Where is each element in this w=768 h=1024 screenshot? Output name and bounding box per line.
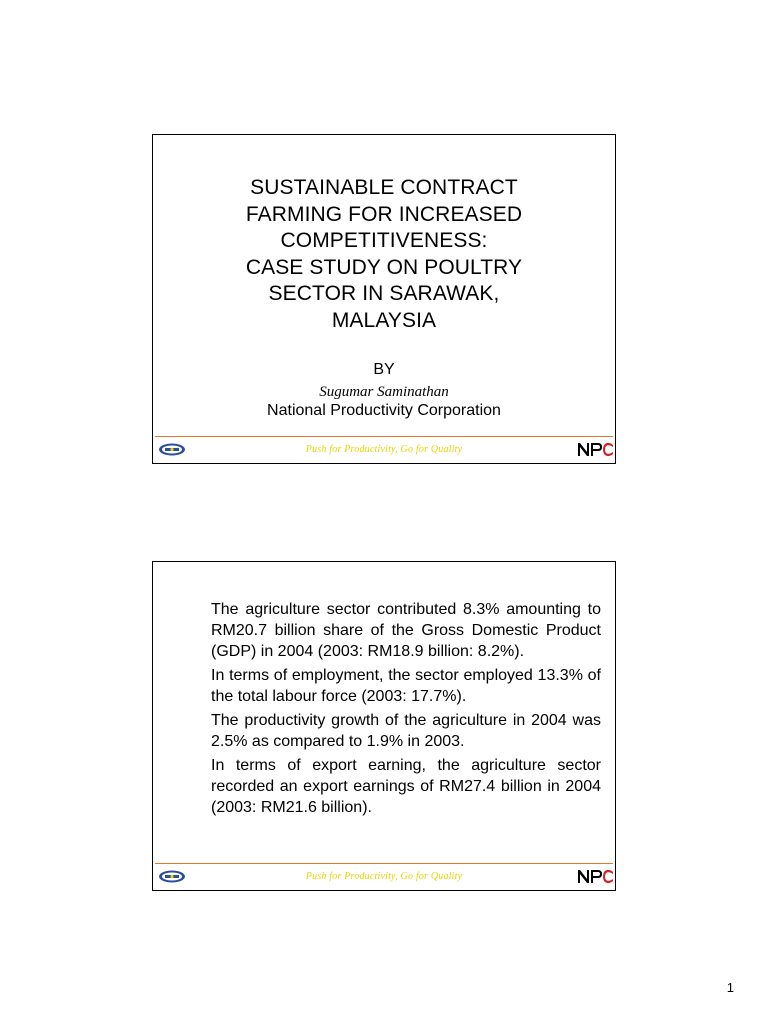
title-line: COMPETITIVENESS: [280,229,488,252]
page-number: 1 [726,980,734,995]
list-item: The agriculture sector contributed 8.3% amounting to RM20.7 billion share of the Gross Domestic Product (GDP) in 2004 (2003: RM18.9 billion: 8.2%). [211,601,601,660]
slide-footer [153,436,615,463]
list-item: In terms of export earning, the agriculture sector recorded an export earnings of RM27.4 billion in 2004 (2003: RM21.6 billion). [211,757,601,816]
by-label: BY [373,361,395,378]
footer-divider [155,863,613,864]
footer-slogan: Push for Productivity, Go for Quality [305,444,463,455]
title-line: SECTOR IN SARAWAK, [268,282,500,305]
npc-logo-icon [576,868,614,885]
footer-slogan: Push for Productivity, Go for Quality [305,871,463,882]
npc-logo-icon [576,441,614,458]
title-line: MALAYSIA [331,308,437,332]
author-name: Sugumar Saminathan [319,384,449,400]
slide-footer [153,863,615,890]
bullet-list [211,599,601,821]
footer-divider [155,436,613,437]
title-line: FARMING FOR INCREASED [245,202,523,226]
slide-title [152,134,616,464]
slide-title-heading [153,175,615,334]
list-item: The productivity growth of the agriculture in 2004 was 2.5% as compared to 1.9% in 2003. [211,712,601,750]
title-line: CASE STUDY ON POULTRY [245,255,523,279]
slide-agriculture-overview [152,561,616,891]
title-line: SUSTAINABLE CONTRACT [250,176,518,199]
list-item: In terms of employment, the sector employed 13.3% of the total labour force (2003: 17.7%). [211,667,601,705]
organization-name: National Productivity Corporation [267,402,501,419]
